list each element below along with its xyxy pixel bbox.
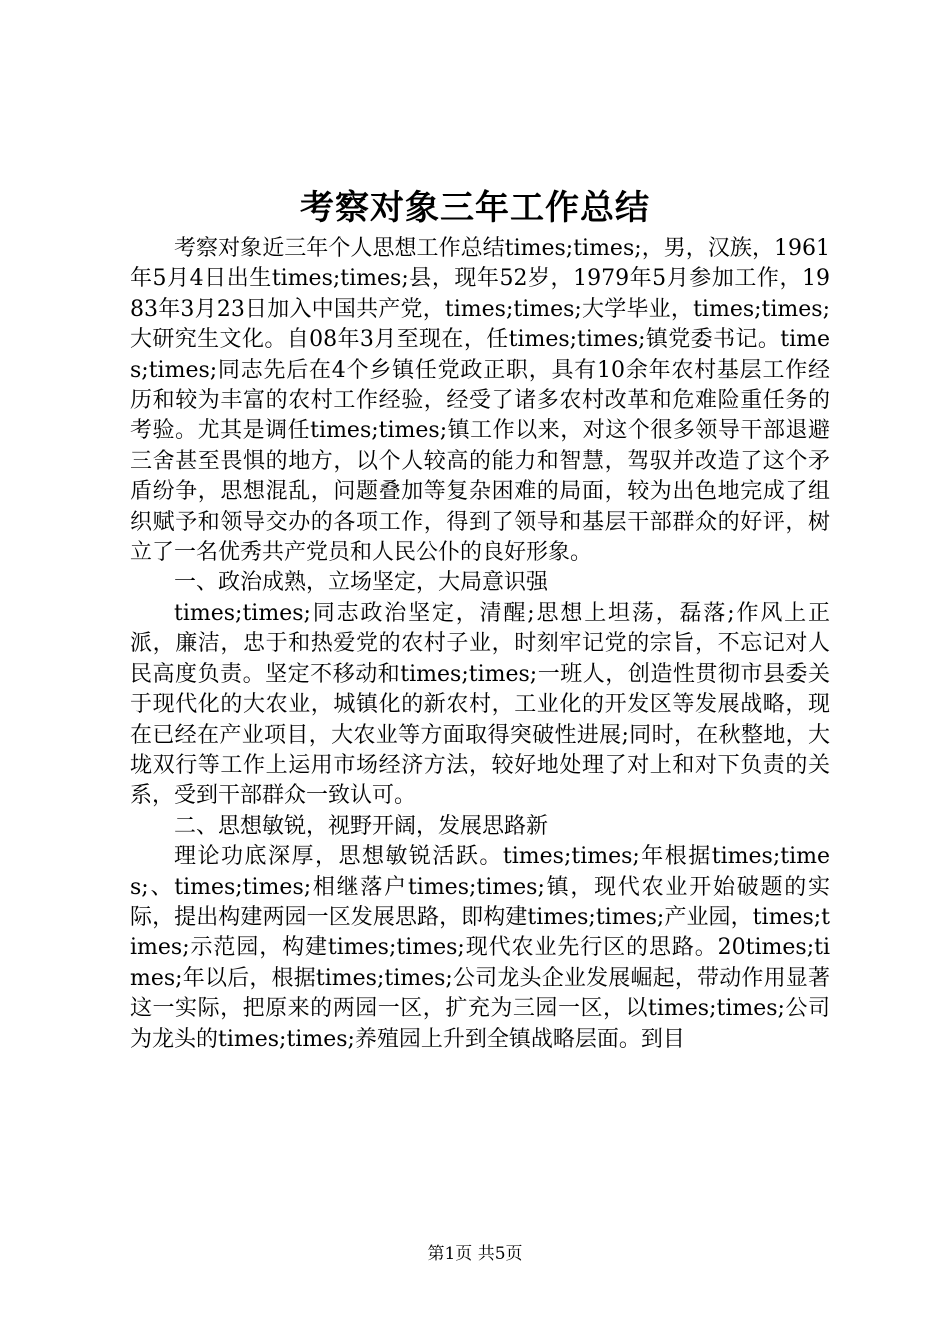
document-title: 考察对象三年工作总结 — [300, 188, 650, 228]
document-body — [130, 234, 830, 1055]
page-number-footer: 第1页 共5页 — [427, 1244, 523, 1264]
section-1-paragraph: times;times;同志政治坚定，清醒;思想上坦荡，磊落;作风上正派，廉洁，忠于和热爱党的农村子业，时刻牢记党的宗旨，不忘记对人民高度负责。坚定不移动和times;times;一班人，创造性贯彻市县委关于现代化的大农业，城镇化的新农村，工业化的开发区等发展战略，现在已经在产业项目，大农业等方面取得突破性进展;同时，在秋整地，大垅双行等工作上运用市场经济方法，较好地处理了对上和对下负责的关系，受到干部群众一致认可。 — [130, 600, 830, 809]
section-heading-1: 一、政治成熟，立场坚定，大局意识强 — [174, 570, 549, 596]
section-heading-2: 二、思想敏锐，视野开阔，发展思路新 — [174, 813, 549, 839]
section-2-paragraph: 理论功底深厚，思想敏锐活跃。times;times;年根据times;times;、times;times;相继落户times;times;镇，现代农业开始破题的实际，提出构建两园一区发展思路，即构建times;times;产业园，times;times;示范园，构建times;times;现代农业先行区的思路。20times;times;年以后，根据times;times;公司龙头企业发展崛起，带动作用显著这一实际，把原来的两园一区，扩充为三园一区，以times;times;公司为龙头的times;times;养殖园上升到全镇战略层面。到目 — [130, 844, 830, 1052]
intro-paragraph: 考察对象近三年个人思想工作总结times;times;，男，汉族，1961年5月4日出生times;times;县，现年52岁，1979年5月参加工作，1983年3月23日加入中国共产党，times;times;大学毕业，times;times;大研究生文化。自08年3月至现在，任times;times;镇党委书记。times;times;同志先后在4个乡镇任党政正职，具有10余年农村基层工作经历和较为丰富的农村工作经验，经受了诸多农村改革和危难险重任务的考验。尤其是调任times;times;镇工作以来，对这个很多领导干部退避三舍甚至畏惧的地方，以个人较高的能力和智慧，驾驭并改造了这个矛盾纷争，思想混乱，问题叠加等复杂困难的局面，较为出色地完成了组织赋予和领导交办的各项工作，得到了领导和基层干部群众的好评，树立了一名优秀共产党员和人民公仆的良好形象。 — [130, 236, 830, 566]
